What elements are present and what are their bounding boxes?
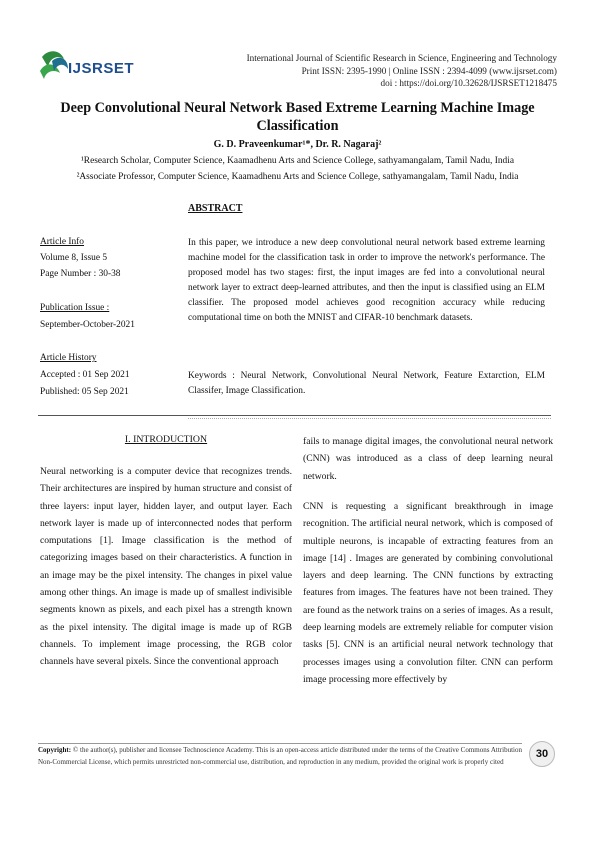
section-divider [38,415,551,416]
copyright-text: © the author(s), publisher and licensee Technoscience Academy. This is an open-access article distributed under the terms of the Creative Commons Attribution Non-Commercial License, which permits unrestricted non-commercial use, distribution, and reproduction in any medium, provided the original work is properly cited [38,746,522,766]
section-divider-dotted [188,418,551,419]
affiliation-2: ²Associate Professor, Computer Science, Kaamadhenu Arts and Science College, sathyamangalam, Tamil Nadu, India [76,172,519,182]
introduction-right-paragraph-2: CNN is requesting a significant breakthrough in image recognition. The artificial neural network, which is composed of multiple neurons, is incapable of extracting features from an image [14] . Images are generated by combining convolutional layers and deep learning. The CNN functions by extracting features from images. The features have not been trained. They are found as the network trains on a series of images. As a result, deep learning models are extremely reliable for computer vision tasks [5]. CNN is an artificial neural network technology that processes images using a convolution filter. CNN can perform image processing more effectively by [303,501,553,685]
copyright-footer [38,744,522,768]
publication-issue: September-October-2021 [40,320,135,330]
abstract-heading: ABSTRACT [188,203,243,214]
copyright-label: Copyright: [38,746,72,754]
article-accepted: Accepted : 01 Sep 2021 [40,370,130,380]
introduction-heading: I. INTRODUCTION [124,434,208,445]
introduction-left-paragraph: Neural networking is a computer device that recognizes trends. Their architectures are inspired by human structure and consist of three layers: input layer, hidden layer, and output layer. Each network layer is made up of interconnected nodes that perform computations [1]. Image classification is the method of categorizing images based on their characteristics. A function in an image may be the pixel intensity. The changes in pixel value among other things. An image is made up of smallest indivisible segments known as pixels, and each pixel has a strength known as the pixel intensity. The digital image is made up of RGB channels. To implement image processing, the RGB color channels have several pixels. Since the conventional approach [40,466,292,668]
paper-title: Deep Convolutional Neural Network Based Extreme Learning Machine Image Classification [60,100,535,134]
page-number-badge: 30 [529,741,555,767]
paper-authors: G. D. Praveenkumar¹*, Dr. R. Nagaraj² [213,139,382,150]
journal-name: International Journal of Scientific Research in Science, Engineering and Technology [246,53,557,63]
affiliation-1: ¹Research Scholar, Computer Science, Kaamadhenu Arts and Science College, sathyamangalam, Tamil Nadu, India [81,156,514,166]
journal-issn: Print ISSN: 2395-1990 | Online ISSN : 2394-4099 (www.ijsrset.com) [301,65,557,76]
article-page-number: Page Number : 30-38 [40,269,121,279]
abstract-keywords: Keywords : Neural Network, Convolutional Neural Network, Feature Extarction, ELM Classifer, Image Classification. [188,371,545,397]
article-history-heading: Article History [40,353,97,363]
abstract-body: In this paper, we introduce a new deep convolutional neural network based extreme learning machine model for the classification task in order to improve the network's performance. The proposed model has two stages: first, the input images are fed into a convolutional neural network layer to extract deep-learned attributes, and then the input is classified using an ELM classifier. The proposed model achieves good recognition accuracy while reducing computational time on both the MNIST and CIFAR-10 benchmark datasets. [188,238,545,324]
logo-text: IJSRSET [68,60,135,77]
introduction-right-paragraph-1: fails to manage digital images, the convolutional neural network (CNN) was introduced as a class of deep learning neural network. [303,436,553,482]
article-volume: Volume 8, Issue 5 [40,253,108,263]
journal-header [247,52,557,90]
article-info-heading: Article Info [40,237,84,247]
journal-doi[interactable]: doi : https://doi.org/10.32628/IJSRSET1218475 [380,78,557,89]
publication-issue-heading: Publication Issue : [40,303,110,313]
article-published: Published: 05 Sep 2021 [40,387,129,397]
